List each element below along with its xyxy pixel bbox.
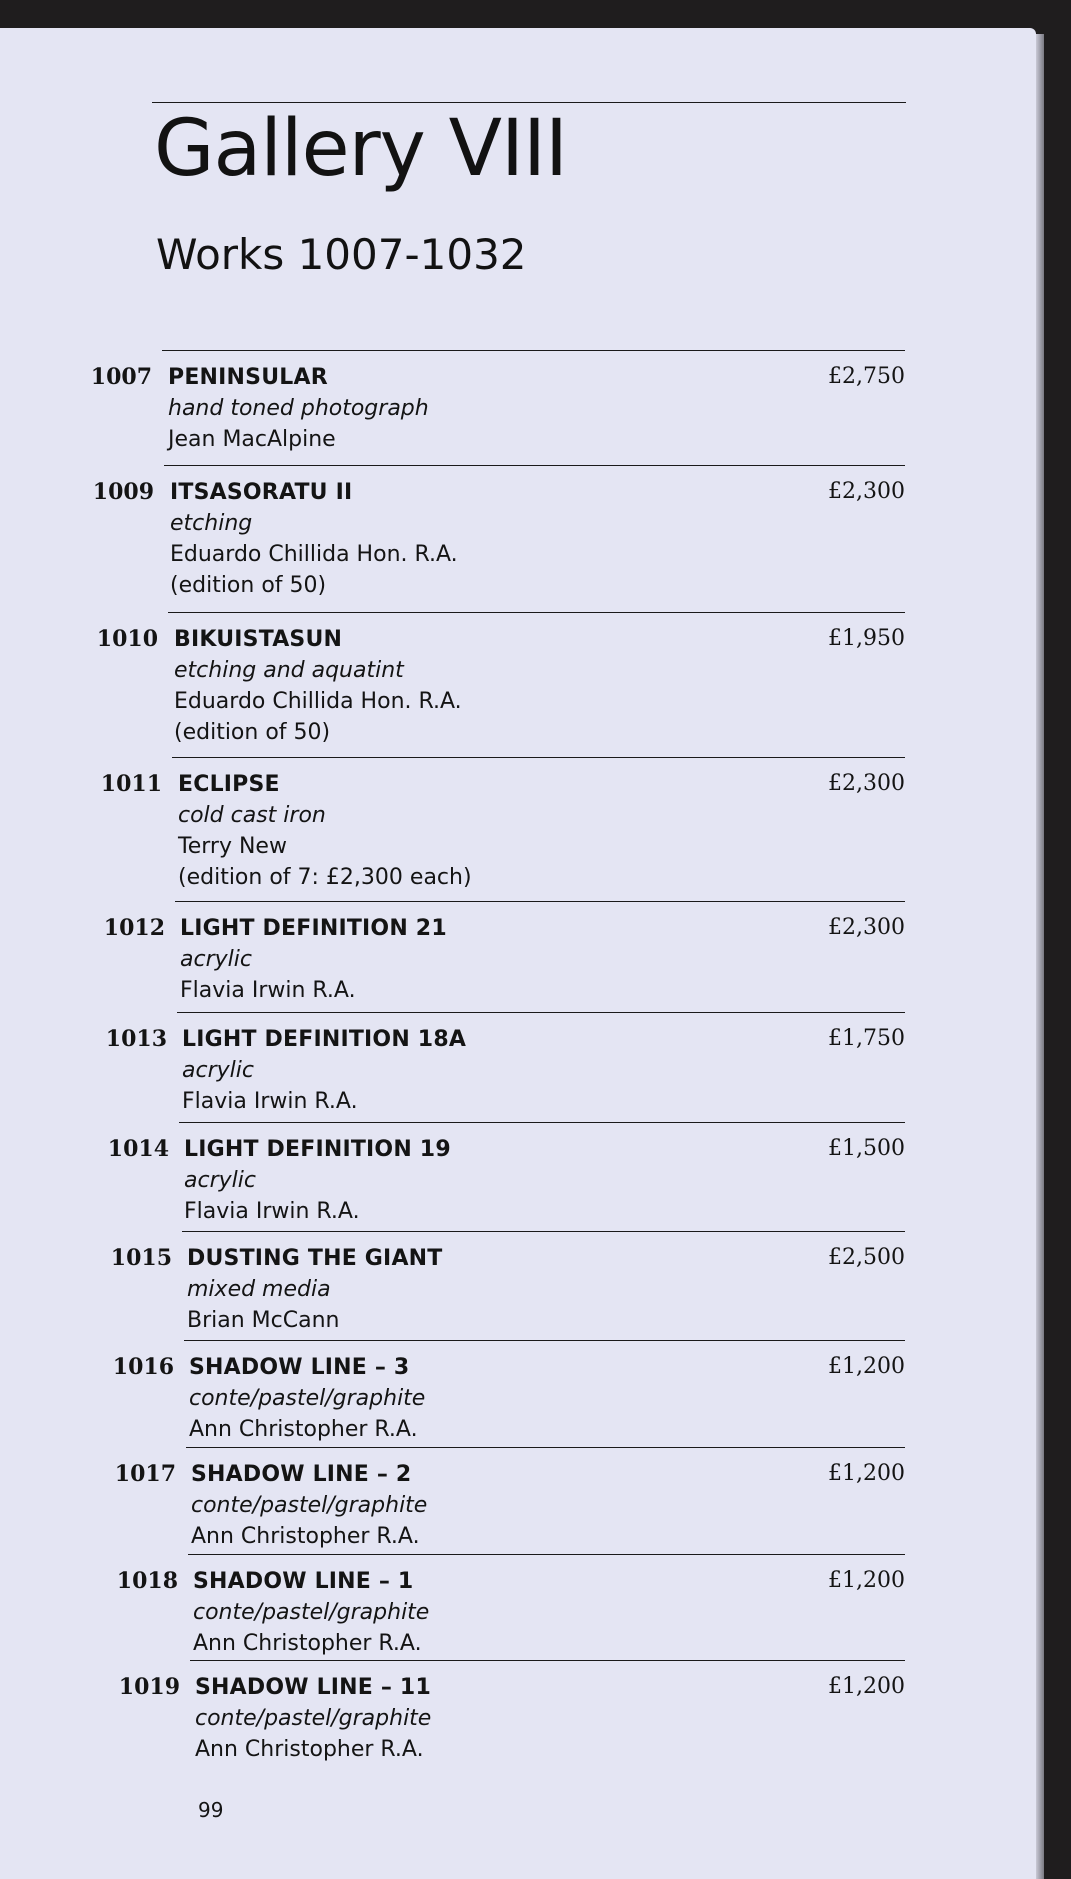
catalogue-entry [0, 465, 1036, 605]
entry-artist: Jean MacAlpine [168, 427, 336, 452]
entry-title: PENINSULAR [168, 365, 328, 390]
entry-divider [168, 612, 905, 613]
entry-number: 1011 [100, 771, 162, 797]
entry-divider [177, 1012, 905, 1013]
entry-divider [162, 350, 905, 351]
entry-edition: (edition of 50) [170, 573, 327, 598]
catalogue-entry [0, 612, 1036, 752]
entry-medium: conte/pastel/graphite [189, 1386, 426, 1411]
entry-title: ECLIPSE [178, 772, 280, 797]
entry-number: 1010 [96, 626, 158, 652]
entry-artist: Ann Christopher R.A. [193, 1631, 422, 1656]
entry-price: £2,300 [828, 479, 905, 504]
entry-title: SHADOW LINE – 2 [191, 1462, 412, 1487]
entry-title: BIKUISTASUN [174, 627, 343, 652]
entry-number: 1015 [110, 1245, 172, 1271]
entry-artist: Terry New [178, 834, 287, 859]
entry-price: £2,300 [828, 915, 905, 940]
entry-divider [179, 1122, 905, 1123]
entry-details [189, 1352, 425, 1445]
entry-medium: hand toned photograph [168, 396, 429, 421]
entry-medium: mixed media [187, 1277, 331, 1302]
entry-price: £1,750 [828, 1026, 905, 1051]
entry-number: 1007 [90, 364, 152, 390]
catalogue-entry [0, 1660, 1036, 1800]
entry-number: 1013 [105, 1026, 167, 1052]
header-rule [152, 102, 906, 103]
entry-medium: acrylic [184, 1168, 256, 1193]
entry-divider [164, 465, 905, 466]
entry-title: DUSTING THE GIANT [187, 1246, 443, 1271]
entry-details [184, 1134, 451, 1227]
entry-artist: Eduardo Chillida Hon. R.A. [174, 689, 462, 714]
page-edge [1036, 34, 1044, 1879]
entry-artist: Flavia Irwin R.A. [184, 1199, 360, 1224]
entry-divider [188, 1554, 905, 1555]
entry-divider [172, 757, 905, 758]
entry-price: £2,500 [828, 1245, 905, 1270]
entry-title: LIGHT DEFINITION 18A [182, 1027, 467, 1052]
entry-details [193, 1566, 429, 1659]
entry-divider [186, 1447, 905, 1448]
entry-medium: conte/pastel/graphite [195, 1706, 432, 1731]
entry-medium: acrylic [180, 947, 252, 972]
entry-artist: Ann Christopher R.A. [191, 1524, 420, 1549]
entry-artist: Ann Christopher R.A. [189, 1417, 418, 1442]
entry-artist: Flavia Irwin R.A. [180, 978, 356, 1003]
entry-price: £1,200 [828, 1461, 905, 1486]
entry-details [178, 769, 472, 893]
entry-medium: etching and aquatint [174, 658, 404, 683]
entry-price: £2,750 [828, 364, 905, 389]
entry-details [174, 624, 462, 748]
entry-edition: (edition of 50) [174, 720, 331, 745]
page-number: 99 [198, 1798, 224, 1822]
entry-number: 1019 [118, 1674, 180, 1700]
entry-details [182, 1024, 466, 1117]
entry-details [170, 477, 458, 601]
entry-number: 1014 [107, 1136, 169, 1162]
entry-divider [175, 901, 905, 902]
entry-price: £1,950 [828, 626, 905, 651]
entry-medium: etching [170, 511, 253, 536]
entry-artist: Brian McCann [187, 1308, 340, 1333]
entry-divider [184, 1340, 905, 1341]
entry-number: 1012 [103, 915, 165, 941]
entry-number: 1009 [92, 479, 154, 505]
entry-artist: Flavia Irwin R.A. [182, 1089, 358, 1114]
entry-price: £1,200 [828, 1354, 905, 1379]
entry-price: £2,300 [828, 771, 905, 796]
entry-price: £1,200 [828, 1674, 905, 1699]
entry-title: SHADOW LINE – 11 [195, 1675, 431, 1700]
entry-divider [190, 1660, 905, 1661]
entry-artist: Ann Christopher R.A. [195, 1737, 424, 1762]
entry-medium: conte/pastel/graphite [191, 1493, 428, 1518]
entry-price: £1,500 [828, 1136, 905, 1161]
entry-title: ITSASORATU II [170, 480, 353, 505]
entry-details [191, 1459, 427, 1552]
entry-title: SHADOW LINE – 1 [193, 1569, 414, 1594]
entry-medium: cold cast iron [178, 803, 326, 828]
page-subtitle: Works 1007-1032 [156, 230, 527, 279]
catalogue-entry [0, 757, 1036, 897]
entry-edition: (edition of 7: £2,300 each) [178, 865, 472, 890]
entry-medium: conte/pastel/graphite [193, 1600, 430, 1625]
entry-number: 1018 [116, 1568, 178, 1594]
entry-title: LIGHT DEFINITION 21 [180, 916, 447, 941]
entry-title: LIGHT DEFINITION 19 [184, 1137, 451, 1162]
entry-price: £1,200 [828, 1568, 905, 1593]
entry-title: SHADOW LINE – 3 [189, 1355, 410, 1380]
page-title: Gallery VIII [154, 104, 567, 194]
entry-number: 1017 [114, 1461, 176, 1487]
entry-medium: acrylic [182, 1058, 254, 1083]
entry-details [187, 1243, 443, 1336]
entry-artist: Eduardo Chillida Hon. R.A. [170, 542, 458, 567]
entry-details [195, 1672, 431, 1765]
entry-details [168, 362, 429, 455]
entry-divider [182, 1231, 905, 1232]
entry-number: 1016 [112, 1354, 174, 1380]
entry-details [180, 913, 447, 1006]
